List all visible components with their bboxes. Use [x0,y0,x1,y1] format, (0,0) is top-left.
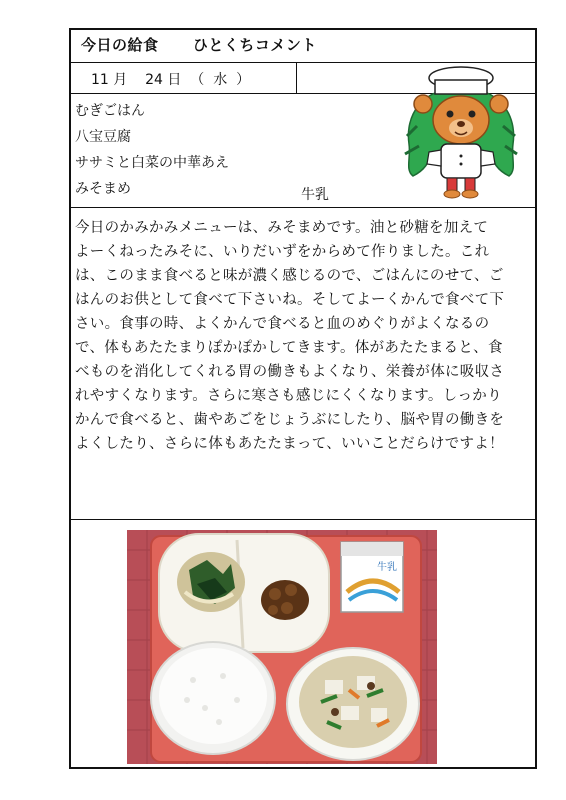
chef-lion-mascot-icon [401,66,521,200]
lunch-comment-sheet [69,28,537,769]
menu-item: みそまめ [75,181,131,197]
date-day: 24 [145,72,163,88]
milk-carton-label: 牛乳 [377,562,397,573]
date-month: 11 [91,72,109,88]
menu-list [75,98,229,202]
menu-item: 八宝豆腐 [75,129,131,145]
comment-line: さい。食事の時、よくかんで食べると血のめぐりがよくなるの [75,316,490,332]
comment-line: よくしたり、さらに体もあたたまって、いいことだらけですよ！ [75,436,504,452]
comment-line: は、このまま食べると味が濃く感じるので、ごはんにのせて、ご [75,268,504,284]
date-box [71,63,297,93]
date-day-unit: 日 [167,72,182,88]
comment-line: かんで食べると、歯やあごをじょうぶにしたり、脳や胃の働きを [75,412,505,428]
comment-line: はんのお供として食べて下さいね。そしてよーくかんで食べて下 [75,292,505,308]
comment-text [75,216,533,456]
date-text: 11 月 24 日 （ 水 ） [91,72,251,88]
comment-line: れやすくなります。さらに寒さも感じにくくなります。しっかり [75,388,502,404]
comment-line: べものを消化してくれる胃の働きもよくなり、栄養が体に吸収さ [75,364,505,380]
date-month-unit: 月 [113,72,128,88]
comment-line: よーくねったみそに、いりだいずをからめて作りました。これ [75,244,490,260]
page-title: 今日の給食 [81,36,159,54]
page-subtitle: ひとくちコメント [192,36,317,54]
comment-line: で、体もあたたまりぽかぽかしてきます。体があたたまると、食 [75,340,503,356]
menu-item: ササミと白菜の中華あえ [75,155,229,171]
date-weekday: 水 [213,72,228,88]
header-title-row [81,34,317,55]
menu-item: むぎごはん [75,103,145,119]
menu-drink: 牛乳 [301,187,329,203]
divider [71,207,535,208]
divider [71,519,535,520]
school-lunch-tray-photo [127,530,437,764]
comment-line: 今日のかみかみメニューは、みそまめです。油と砂糖を加えて [75,220,489,236]
